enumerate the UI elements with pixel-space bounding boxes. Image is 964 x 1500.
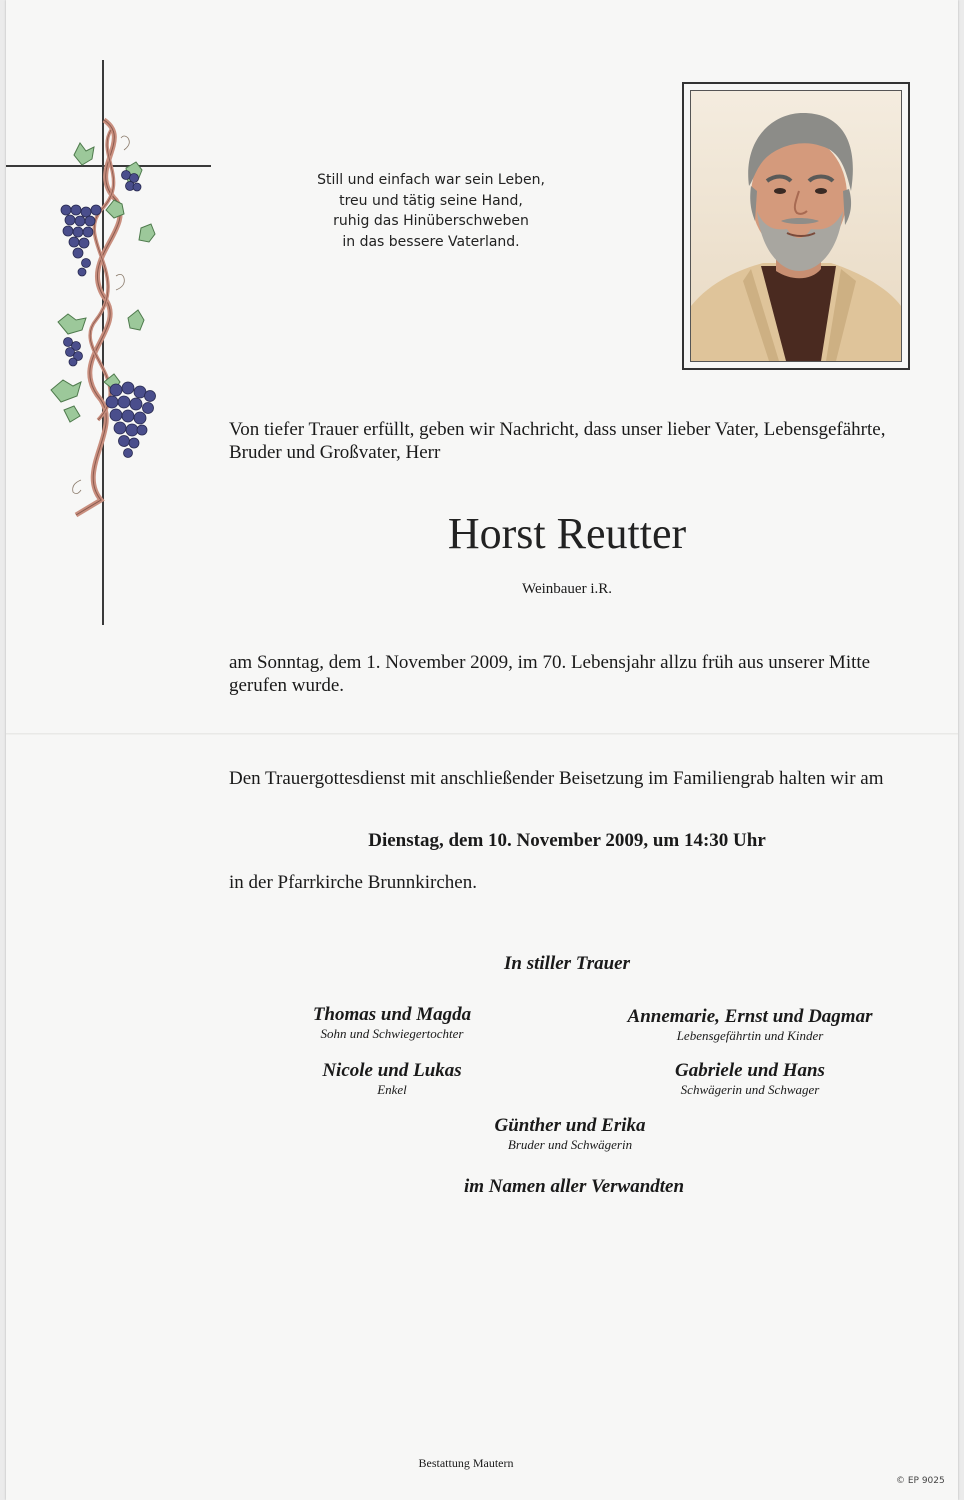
portrait-illustration — [691, 91, 901, 361]
mourning-heading: In stiller Trauer — [504, 953, 630, 974]
poem-line: ruhig das Hinüberschweben — [333, 213, 529, 229]
mourner-names: Günther und Erika — [494, 1115, 646, 1136]
closing-line: im Namen aller Verwandten — [463, 1176, 685, 1197]
mourner-entry — [242, 1060, 542, 1098]
paper-fold-line — [6, 733, 958, 735]
portrait-frame — [682, 82, 910, 370]
service-text: Den Trauergottesdienst mit anschließender Beisetzung im Familiengrab halten wir am — [229, 768, 884, 789]
mourner-relation: Bruder und Schwägerin — [507, 1137, 633, 1152]
deceased-occupation: Weinbauer i.R. — [521, 581, 612, 597]
mourner-relation: Enkel — [377, 1082, 407, 1097]
grapevine-cross-icon — [6, 60, 216, 625]
mourner-entry — [600, 1006, 900, 1044]
mourner-relation: Sohn und Schwiegertochter — [320, 1026, 464, 1041]
mourner-entry — [420, 1115, 720, 1153]
service-date: Dienstag, dem 10. November 2009, um 14:30 Uhr — [368, 830, 766, 851]
poem-line: treu und tätig seine Hand, — [339, 192, 523, 209]
obituary-page — [6, 0, 958, 1500]
funeral-home: Bestattung Mautern — [418, 1456, 514, 1470]
print-code: © EP 9025 — [896, 1476, 945, 1486]
death-notice: am Sonntag, dem 1. November 2009, im 70. Lebensjahr allzu früh aus unserer Mitte gerufen wurde. — [229, 652, 871, 696]
mourner-entry — [600, 1060, 900, 1098]
mourner-names: Nicole und Lukas — [322, 1060, 462, 1081]
mourner-names: Annemarie, Ernst und Dagmar — [627, 1006, 873, 1027]
service-location: in der Pfarrkirche Brunnkirchen. — [229, 872, 477, 893]
poem-line: Still und einfach war sein Leben, — [317, 172, 545, 188]
portrait-photo — [690, 90, 902, 362]
mourner-entry — [242, 1004, 542, 1042]
mourner-relation: Schwägerin und Schwager — [680, 1082, 820, 1097]
announcement-intro: Von tiefer Trauer erfüllt, geben wir Nachricht, dass unser lieber Vater, Lebensgefährte, Bruder und Großvater, Herr — [229, 419, 886, 463]
mourner-names: Thomas und Magda — [312, 1004, 472, 1025]
mourner-names: Gabriele und Hans — [675, 1060, 825, 1081]
deceased-name: Horst Reutter — [447, 509, 687, 558]
memorial-poem — [296, 170, 566, 252]
poem-line: in das bessere Vaterland. — [342, 233, 520, 250]
mourner-relation: Lebensgefährtin und Kinder — [676, 1028, 824, 1043]
